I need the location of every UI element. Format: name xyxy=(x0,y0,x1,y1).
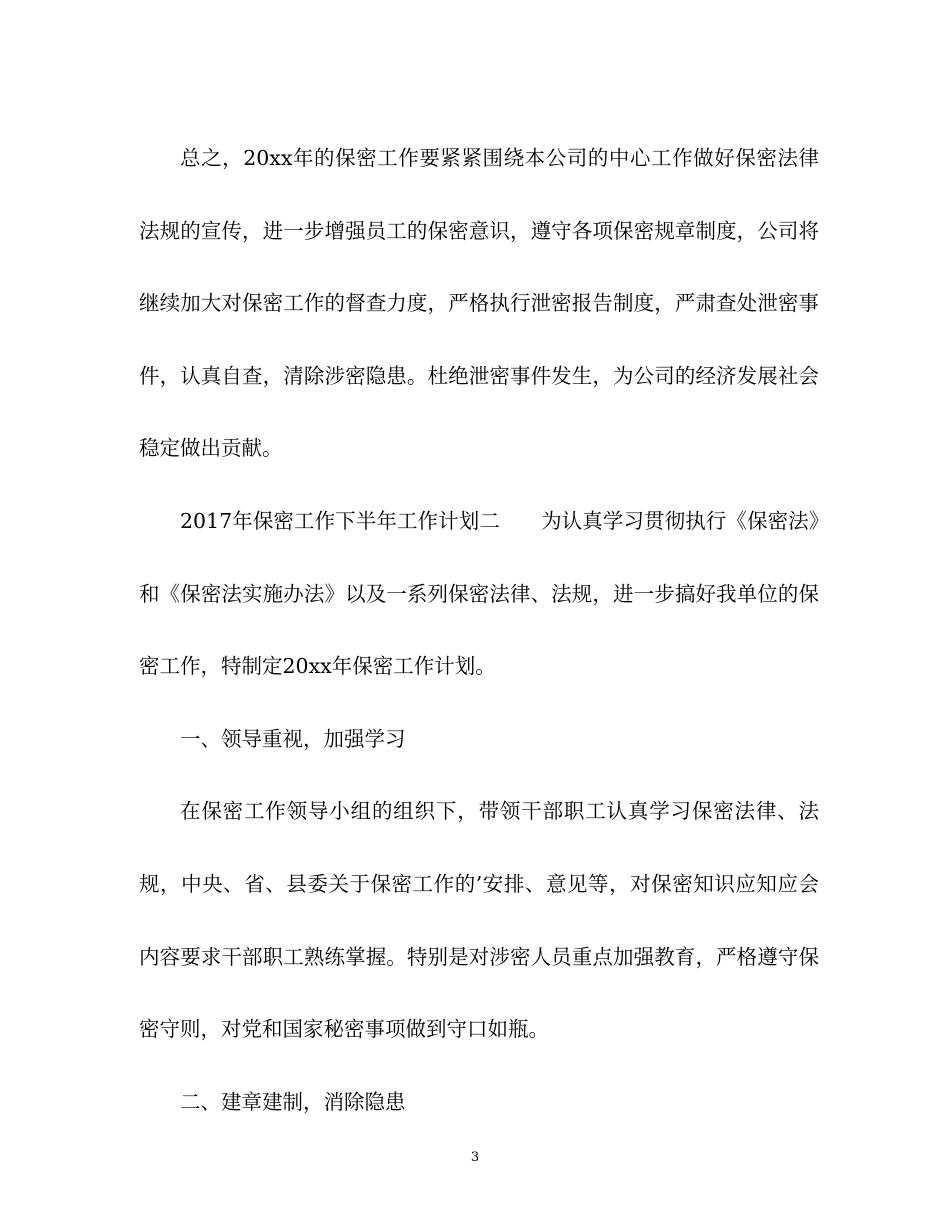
page-number: 3 xyxy=(470,1150,480,1165)
paragraph-plan-intro: 2017年保密工作下半年工作计划二 为认真学习贯彻执行《保密法》和《保密法实施办法》以及一系列保密法律、法规，进一步搞好我单位的保密工作，特制定20xx年保密工作计划。 xyxy=(139,508,819,679)
section-heading-regulations: 二、建章建制，消除隐患 xyxy=(180,1089,406,1114)
document-body xyxy=(139,122,819,1138)
section-heading-leadership: 一、领导重视，加强学习 xyxy=(180,726,406,751)
paragraph-conclusion: 总之，20xx年的保密工作要紧紧围绕本公司的中心工作做好保密法律法规的宣传，进一步增强员工的保密意识，遵守各项保密规章制度，公司将继续加大对保密工作的督查力度，严格执行泄密报告制度，严肃查处泄密事件，认真自查，清除涉密隐患。杜绝泄密事件发生，为公司的经济发展社会稳定做出贡献。 xyxy=(139,146,819,461)
paragraph-leadership: 在保密工作领导小组的组织下，带领干部职工认真学习保密法律、法规，中央、省、县委关于保密工作的’安排、意见等，对保密知识应知应会内容要求干部职工熟练掌握。特别是对涉密人员重点加强教育，严格遵守保密守则，对党和国家秘密事项做到守口如瓶。 xyxy=(139,799,819,1042)
